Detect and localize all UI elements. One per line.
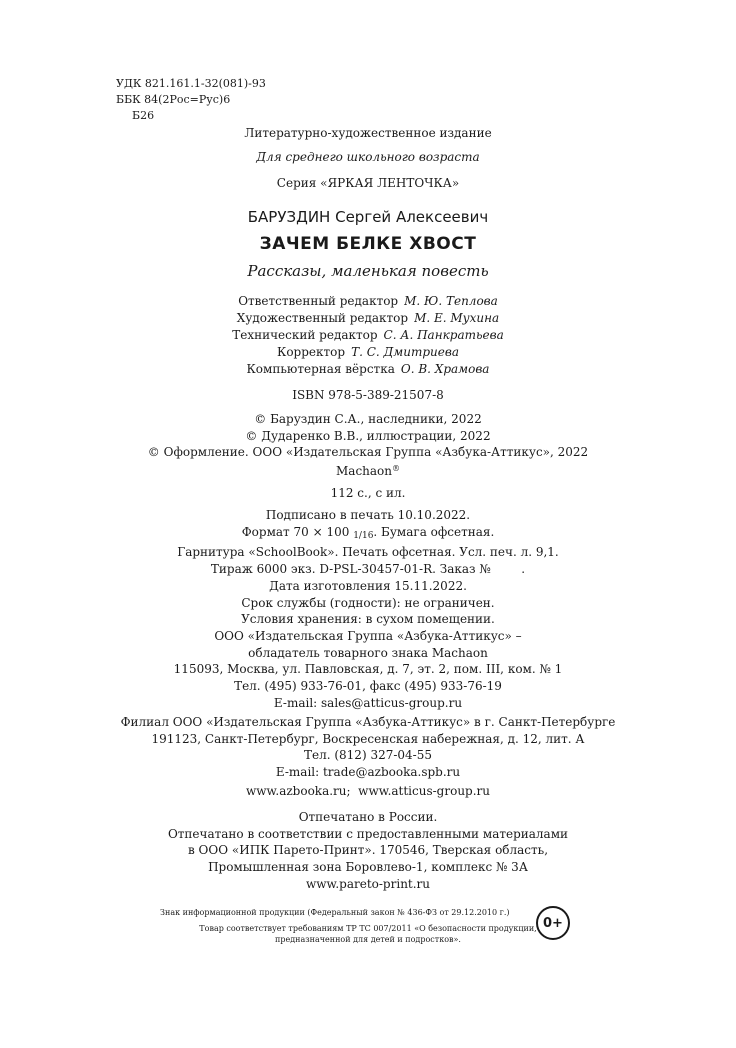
tr-line: предназначенной для детей и подростков».	[275, 935, 461, 944]
copyright-line: © Баруздин С.А., наследники, 2022	[254, 412, 482, 426]
shelf-life: Срок службы (годности): не ограничен.	[241, 595, 495, 610]
machaon-mark	[0, 461, 736, 480]
bbk-code: ББК 84(2Рос=Рус)6	[116, 93, 231, 106]
series: Серия «ЯРКАЯ ЛЕНТОЧКА»	[276, 176, 460, 190]
classification-codes	[116, 76, 266, 124]
publisher-block	[0, 628, 736, 712]
udk-code: УДК 821.161.1-32(081)-93	[116, 77, 266, 90]
publisher-line: ООО «Издательская Группа «Азбука-Аттикус» –	[214, 629, 522, 643]
book-title: ЗАЧЕМ БЕЛКЕ ХВОСТ	[259, 234, 477, 254]
format-prefix: Формат 70 × 100	[241, 524, 350, 539]
format-suffix: . Бумага офсетная.	[373, 524, 495, 539]
author-name: БАРУЗДИН Сергей Алексеевич	[247, 208, 489, 226]
credit-role: Корректор	[277, 345, 346, 359]
format-line	[0, 524, 736, 545]
printer-website: www.pareto-print.ru	[305, 876, 431, 891]
copyright-line: © Оформление. ООО «Издательская Группа «Азбука-Аттикус», 2022	[147, 445, 589, 460]
printer-line: Отпечатано в России.	[298, 810, 438, 824]
machaon-text: Machaon	[336, 464, 392, 479]
publisher-address: 115093, Москва, ул. Павловская, д. 7, эт. 2, пом. III, ком. № 1	[173, 662, 563, 677]
registered-mark: ®	[392, 464, 400, 474]
credit-line	[0, 327, 736, 344]
page-count: 112 с., с ил.	[330, 486, 406, 500]
branch-address: 191123, Санкт-Петербург, Воскресенская набережная, д. 12, лит. А	[151, 731, 585, 746]
manufacture-date: Дата изготовления 15.11.2022.	[269, 578, 467, 593]
credit-name: О. В. Храмова	[400, 362, 490, 376]
printer-block	[0, 809, 736, 893]
branch-email: E-mail: trade@azbooka.spb.ru	[275, 765, 461, 780]
credit-role: Ответственный редактор	[238, 294, 399, 308]
credit-line	[0, 361, 736, 378]
credit-role: Компьютерная вёрстка	[246, 362, 395, 376]
credit-name: М. Ю. Теплова	[404, 294, 498, 308]
credit-role: Художественный редактор	[236, 311, 409, 325]
info-label: Знак информационной продукции (Федеральный закон № 436-ФЗ от 29.12.2010 г.)	[160, 908, 510, 917]
book-subtitle: Рассказы, маленькая повесть	[247, 262, 489, 280]
signed-date: Подписано в печать 10.10.2022.	[265, 508, 471, 522]
credit-role: Технический редактор	[232, 328, 378, 342]
credit-name: С. А. Панкратьева	[383, 328, 504, 342]
run-line: Тираж 6000 экз. D-PSL-30457-01-R. Заказ № .	[210, 562, 526, 577]
branch-block	[0, 714, 736, 781]
credit-line	[0, 310, 736, 327]
printer-line: Отпечатано в соответствии с предоставленными материалами	[167, 826, 569, 841]
tr-notice	[0, 923, 736, 945]
copyright-line: © Дударенко В.В., иллюстрации, 2022	[245, 428, 491, 443]
websites: www.azbooka.ru; www.atticus-group.ru	[245, 784, 491, 798]
credit-line	[0, 293, 736, 310]
copyright-block	[0, 411, 736, 480]
credits-list	[0, 293, 736, 378]
author-mark: Б26	[132, 109, 155, 122]
publisher-email: E-mail: sales@atticus-group.ru	[273, 695, 463, 710]
credit-name: Т. С. Дмитриева	[351, 345, 459, 359]
format-fraction: 1/16	[353, 530, 374, 541]
isbn: ISBN 978-5-389-21507-8	[292, 388, 444, 402]
age-group: Для среднего школьного возраста	[256, 150, 480, 164]
storage-conditions: Условия хранения: в сухом помещении.	[241, 612, 495, 627]
branch-phone: Тел. (812) 327-04-55	[304, 748, 432, 763]
publisher-phone: Тел. (495) 933-76-01, факс (495) 933-76-19	[234, 679, 502, 694]
print-info-block	[0, 507, 736, 628]
publisher-line: обладатель товарного знака Machaon	[248, 645, 488, 660]
age-rating-badge: 0+	[536, 906, 570, 940]
branch-line: Филиал ООО «Издательская Группа «Азбука-Аттикус» в г. Санкт-Петербурге	[120, 715, 616, 729]
tr-line: Товар соответствует требованиям ТР ТС 007/2011 «О безопасности продукции,	[199, 924, 537, 933]
credit-name: М. Е. Мухина	[414, 311, 500, 325]
typeface-line: Гарнитура «SchoolBook». Печать офсетная. Усл. печ. л. 9,1.	[177, 545, 559, 560]
credit-line	[0, 344, 736, 361]
printer-line: Промышленная зона Боровлево-1, комплекс № 3А	[208, 860, 528, 875]
printer-line: в ООО «ИПК Парето-Принт». 170546, Тверская область,	[187, 843, 549, 858]
edition-type: Литературно-художественное издание	[244, 126, 492, 140]
